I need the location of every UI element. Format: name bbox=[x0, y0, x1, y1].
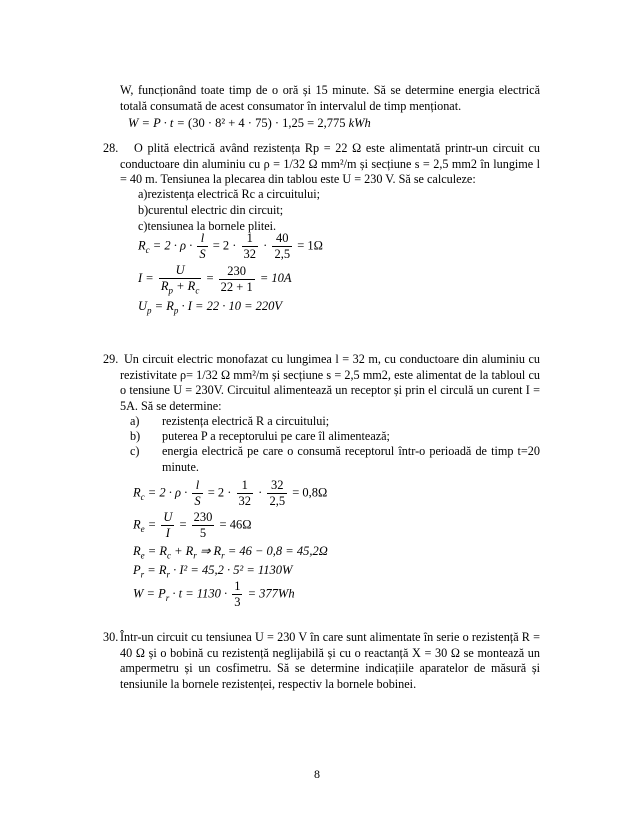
intro-text: W, funcționând toate timp de o oră și 15 minute. Să se determine energia electrică totală consumată de acest consumator în intervalul de timp menționat. bbox=[120, 83, 540, 113]
problem-29-item-c-label: c) bbox=[130, 444, 140, 458]
problem-28-formula-rc: $R_c = 2 \cdot \rho$ · $\frac{l}{S}$ = 2 · $\frac{1}{32}$ · $\frac{40}{2,5}$ = 1Ω bbox=[138, 231, 323, 261]
problem-28-item-a: a)rezistența electrică Rc a circuitului; bbox=[138, 187, 321, 201]
page-number: 8 bbox=[314, 767, 320, 781]
problem-28-formula-i: I = $\frac{U}{R_p + R_c}$ = $\frac{230}{22 + 1}$ = 10A bbox=[138, 263, 292, 296]
problem-29-item-c-text: energia electrică pe care o consumă receptorul într-o perioadă de timp t=20 minute. bbox=[162, 444, 540, 474]
problem-29-text: Un circuit electric monofazat cu lungimea l = 32 m, cu conductoare din aluminiu cu rezistivitate ρ= 1/32 Ω mm²/m și secțiune s = 2,5 mm2, este alimentat de la tabloul cu o tensiune U = 230V. Circuitul alimentează un receptor și prin el circulă un curent I = 5A. Să se determine: bbox=[120, 352, 540, 413]
problem-29-formula-re: $R_e$ = $\frac{U}{I}$ = $\frac{230}{5}$ = 46Ω bbox=[133, 510, 252, 540]
problem-30-text: Într-un circuit cu tensiunea U = 230 V în care sunt alimentate în serie o rezistență R = 40 Ω și o bobină cu rezistență neglijabilă și cu o reactanță X = 30 Ω se montează un ampermetru și un cosfimetru. Să se determine indicațiile aparatelor de măsură și tensiunile la bornele rezistenței, respectiv la bornele bobinei. bbox=[120, 630, 540, 691]
problem-29-item-a-label: a) bbox=[130, 414, 140, 428]
problem-28-formula-up: $U_p = R_p \cdot I = 22 \cdot 10 = 220V$ bbox=[138, 299, 283, 316]
problem-28-text: O plită electrică având rezistența Rp = 22 Ω este alimentată printr-un circuit cu conductoare din aluminiu cu ρ = 1/32 Ω mm²/m și secțiune s = 2,5 mm2 în lungime l = 40 m. Tensiunea la plecarea din tablou este U = 230 V. Să se calculeze: bbox=[120, 141, 540, 187]
problem-28-number: 28. bbox=[103, 141, 119, 155]
problem-29-formula-w: $W = P_r \cdot t = 1130$ · $\frac{1}{3}$ = 377Wh bbox=[133, 579, 295, 609]
problem-28-item-b: b)curentul electric din circuit; bbox=[138, 203, 284, 217]
intro-formula: W = P · t = (30 · 8² + 4 · 75) · 1,25 = 2,775 kWh bbox=[128, 116, 371, 130]
problem-29-number: 29. bbox=[103, 352, 119, 366]
problem-29-formula-pr: $P_r = R_r \cdot I^2 = 45,2 \cdot 5^2 = 1130W$ bbox=[133, 563, 293, 580]
problem-29-item-b-label: b) bbox=[130, 429, 141, 443]
problem-28-item-c: c)tensiunea la bornele plitei. bbox=[138, 219, 277, 233]
problem-29-item-b-text: puterea P a receptorului pe care îl alimentează; bbox=[162, 429, 390, 443]
problem-29-formula-rc: $R_c = 2 \cdot \rho$ · $\frac{l}{S}$ = 2 · $\frac{1}{32}$ · $\frac{32}{2,5}$ = 0,8Ω bbox=[133, 478, 328, 508]
problem-30-number: 30. bbox=[103, 630, 119, 644]
problem-29-item-a-text: rezistența electrică R a circuitului; bbox=[162, 414, 330, 428]
problem-29-formula-rr: $R_e = R_c + R_r$ ⇒ $R_r = 46 - 0,8 = 45,2\Omega$ bbox=[133, 544, 328, 561]
